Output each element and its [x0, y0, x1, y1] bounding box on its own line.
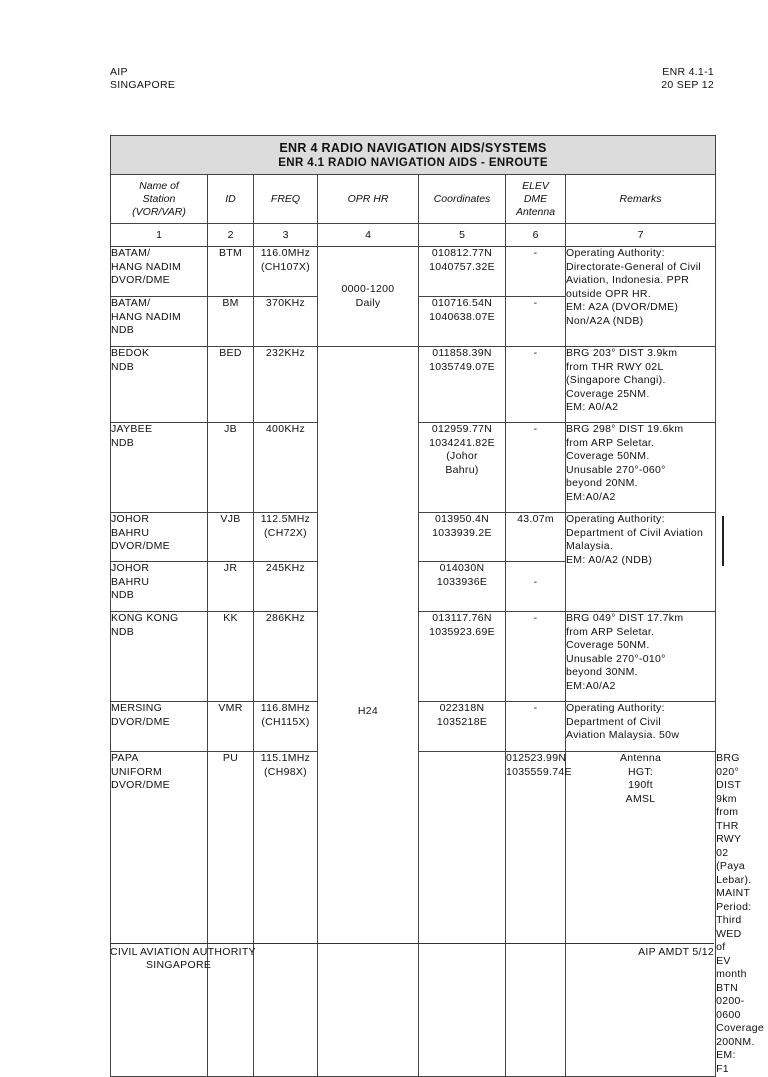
station-id: VJB [208, 513, 254, 562]
table-title-sub: ENR 4.1 RADIO NAVIGATION AIDS - ENROUTE [278, 156, 548, 169]
station-name: PAPA UNIFORM DVOR/DME [111, 752, 208, 1077]
station-id: KK [208, 612, 254, 702]
doc-name: AIP [110, 66, 128, 78]
station-coords: 013117.76N 1035923.69E [419, 612, 506, 702]
station-coords: 010812.77N 1040757.32E [419, 247, 506, 297]
column-header: ELEV DME Antenna [506, 175, 566, 224]
table-title [111, 136, 716, 175]
station-name: BATAM/ HANG NADIM DVOR/DME [111, 247, 208, 297]
footer-rule [110, 943, 714, 944]
station-freq: 370KHz [254, 297, 318, 347]
station-coords: 013950.4N 1033939.2E [419, 513, 506, 562]
station-freq: 232KHz [254, 347, 318, 423]
table-row [111, 247, 716, 297]
navaids-table [110, 135, 765, 1077]
column-header: Remarks [566, 175, 716, 224]
station-id: BTM [208, 247, 254, 297]
station-freq: 400KHz [254, 423, 318, 513]
station-id: BM [208, 297, 254, 347]
station-coords: 011858.39N 1035749.07E [419, 347, 506, 423]
column-number-row [111, 224, 716, 247]
page-header-right [661, 66, 714, 92]
table-title-main: ENR 4 RADIO NAVIGATION AIDS/SYSTEMS [279, 140, 547, 155]
column-number: 6 [506, 224, 566, 247]
station-remarks: BRG 298° DIST 19.6km from ARP Seletar. Coverage 50NM. Unusable 270°-060° beyond 20NM. EM:A0/A2 [566, 423, 716, 513]
column-number: 5 [419, 224, 506, 247]
opr-hr-h24: H24 [318, 347, 419, 1077]
station-elev: - [506, 562, 566, 612]
station-elev: - [506, 423, 566, 513]
station-freq: 116.0MHz (CH107X) [254, 247, 318, 297]
station-remarks: Operating Authority: Department of Civil Aviation Malaysia. EM: A0/A2 (NDB) [566, 513, 716, 612]
station-id: BED [208, 347, 254, 423]
station-remarks: BRG 203° DIST 3.9km from THR RWY 02L (Singapore Changi). Coverage 25NM. EM: A0/A2 [566, 347, 716, 423]
station-freq: 115.1MHz (CH98X) [254, 752, 318, 1077]
station-freq: 245KHz [254, 562, 318, 612]
opr-hr-empty [419, 752, 506, 1077]
station-coords: 014030N 1033936E [419, 562, 506, 612]
station-elev: - [506, 612, 566, 702]
country-name: SINGAPORE [110, 79, 176, 91]
authority-country: SINGAPORE [146, 959, 212, 971]
amendment-number: AIP AMDT 5/12 [638, 946, 714, 958]
station-elev: - [506, 247, 566, 297]
station-name: KONG KONG NDB [111, 612, 208, 702]
station-remarks: Operating Authority: Department of Civil Aviation Malaysia. 50w [566, 702, 716, 752]
station-coords: 012523.99N 1035559.74E [506, 752, 566, 1077]
column-header: ID [208, 175, 254, 224]
station-elev: - [506, 347, 566, 423]
station-coords: 022318N 1035218E [419, 702, 506, 752]
page-header-left [110, 66, 175, 92]
column-header-row [111, 175, 716, 224]
column-header: Coordinates [419, 175, 506, 224]
amendment-change-bar [722, 516, 724, 566]
station-freq: 112.5MHz (CH72X) [254, 513, 318, 562]
column-number: 3 [254, 224, 318, 247]
column-header: Name of Station (VOR/VAR) [111, 175, 208, 224]
station-freq: 286KHz [254, 612, 318, 702]
station-elev: - [506, 297, 566, 347]
station-name: JAYBEE NDB [111, 423, 208, 513]
station-remarks: Operating Authority: Directorate-General of Civil Aviation, Indonesia. PPR outside OPR HR. EM: A2A (DVOR/DME) Non/A2A (NDB) [566, 247, 716, 347]
station-freq: 116.8MHz (CH115X) [254, 702, 318, 752]
page-footer-left [110, 946, 256, 972]
opr-hr-daily: 0000-1200 Daily [318, 247, 419, 347]
column-number: 4 [318, 224, 419, 247]
station-name: BEDOK NDB [111, 347, 208, 423]
column-number: 1 [111, 224, 208, 247]
station-name: JOHOR BAHRU NDB [111, 562, 208, 612]
column-header: OPR HR [318, 175, 419, 224]
station-id: JR [208, 562, 254, 612]
station-coords: 012959.77N 1034241.82E (Johor Bahru) [419, 423, 506, 513]
column-number: 2 [208, 224, 254, 247]
station-id: JB [208, 423, 254, 513]
column-header: FREQ [254, 175, 318, 224]
station-remarks: BRG 049° DIST 17.7km from ARP Seletar. Coverage 50NM. Unusable 270°-010° beyond 30NM. EM:A0/A2 [566, 612, 716, 702]
page-date: 20 SEP 12 [661, 79, 714, 91]
authority-name: CIVIL AVIATION AUTHORITY [110, 946, 256, 958]
station-name: JOHOR BAHRU DVOR/DME [111, 513, 208, 562]
station-id: VMR [208, 702, 254, 752]
station-id: PU [208, 752, 254, 1077]
station-name: MERSING DVOR/DME [111, 702, 208, 752]
station-elev: 43.07m [506, 513, 566, 562]
table-row: PAPA UNIFORM DVOR/DME PU 115.1MHz (CH98X) 012523.99N 1035559.74E Antenna HGT: 190ft AMSL BRG 020° DIST 9km from THR RWY 02 (Paya Lebar). MAINT Period: Third WED of EV month BTN 0200-0600 Coverage 200NM. EM: F1 [111, 752, 765, 1075]
station-elev: Antenna HGT: 190ft AMSL [566, 752, 716, 1077]
station-elev: - [506, 702, 566, 752]
station-name: BATAM/ HANG NADIM NDB [111, 297, 208, 347]
table-row [111, 347, 716, 423]
column-number: 7 [566, 224, 716, 247]
page-number: ENR 4.1-1 [662, 66, 714, 78]
station-coords: 010716.54N 1040638.07E [419, 297, 506, 347]
